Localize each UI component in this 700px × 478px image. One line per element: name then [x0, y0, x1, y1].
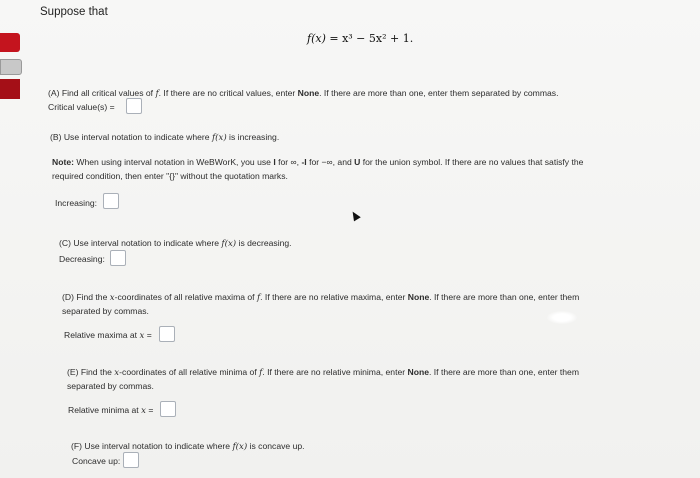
note-line-1 — [52, 157, 583, 167]
note-text-4: for the union symbol. If there are no values that satisfy the — [360, 157, 584, 167]
part-f-text: (F) Use interval notation to indicate where — [71, 441, 233, 451]
part-e-prompt — [67, 367, 579, 378]
part-b-text: (B) Use interval notation to indicate where — [50, 132, 212, 142]
part-d-text-3: . If there are no relative maxima, enter — [260, 292, 408, 302]
relative-minima-input[interactable] — [160, 401, 176, 417]
note-neg-infinity: -I — [301, 157, 307, 167]
decreasing-label: Decreasing: — [59, 254, 105, 264]
part-e-text-1: (E) Find the — [67, 367, 115, 377]
relative-minima-label — [68, 405, 153, 416]
part-f-text-end: is concave up. — [247, 441, 305, 451]
part-d-text-1: (D) Find the — [62, 292, 110, 302]
note-text-1: When using interval notation in WeBWorK, you use — [73, 157, 274, 167]
part-d-func: f — [256, 293, 261, 303]
part-e-text-2: -coordinates of all relative minima of — [119, 367, 260, 377]
mouse-cursor-icon — [349, 210, 361, 222]
decreasing-input[interactable] — [110, 250, 126, 266]
concave-up-label: Concave up: — [72, 456, 121, 466]
part-d-prompt — [62, 292, 579, 303]
part-a-prompt — [48, 88, 558, 99]
concave-up-input[interactable] — [123, 452, 139, 468]
note-text-2: for ∞, — [275, 157, 302, 167]
part-e-text-3: . If there are no relative minima, enter — [262, 367, 408, 377]
note-infinity: I — [273, 157, 276, 167]
part-b-func: f(x) — [211, 133, 227, 143]
note-union: U — [354, 157, 361, 167]
sidebar-tab-2[interactable] — [0, 59, 22, 75]
rel-min-eq: = — [145, 405, 154, 415]
sidebar-tab-3[interactable] — [0, 79, 20, 99]
rel-max-var: x — [139, 331, 145, 341]
part-e-none: None — [407, 367, 429, 377]
part-a-text-1: (A) Find all critical values of — [48, 88, 156, 98]
critical-values-label: Critical value(s) = — [48, 102, 115, 112]
part-d-var: x — [109, 293, 115, 303]
part-a-none: None — [297, 88, 320, 98]
part-a-func: f — [155, 89, 159, 99]
note-label: Note: — [52, 157, 74, 167]
rel-max-text: Relative maxima at — [64, 330, 140, 340]
formula-rhs: = x³ − 5x² + 1. — [329, 32, 414, 45]
increasing-label: Increasing: — [55, 198, 98, 208]
note-line-2: required condition, then enter "{}" without the quotation marks. — [52, 171, 288, 181]
rel-min-var: x — [141, 406, 146, 416]
note-text-3: for −∞, and — [306, 157, 355, 167]
part-b-text-end: is increasing. — [226, 132, 280, 142]
part-a-text-3: . If there are more than one, enter them separated by commas. — [319, 88, 559, 98]
part-b-prompt — [50, 132, 279, 143]
relative-maxima-input[interactable] — [159, 326, 175, 342]
part-d-prompt-line-2: separated by commas. — [62, 306, 149, 316]
formula-lhs: f(x) — [307, 32, 326, 45]
part-e-text-4: . If there are more than one, enter them — [429, 367, 579, 377]
sidebar-tab-1[interactable] — [0, 33, 20, 52]
part-d-text-4: . If there are more than one, enter them — [429, 292, 580, 302]
relative-maxima-label — [64, 330, 152, 341]
part-e-prompt-line-2: separated by commas. — [67, 381, 154, 391]
increasing-input[interactable] — [103, 193, 119, 209]
part-c-text: (C) Use interval notation to indicate where — [59, 238, 222, 248]
part-f-prompt — [71, 441, 305, 452]
part-e-func: f — [259, 368, 263, 378]
screen-glare — [547, 311, 577, 324]
intro-text: Suppose that — [40, 6, 108, 18]
part-d-text-2: -coordinates of all relative maxima of — [114, 292, 257, 302]
function-formula — [307, 32, 413, 45]
part-c-func: f(x) — [221, 239, 237, 249]
part-f-func: f(x) — [232, 442, 248, 452]
rel-max-eq: = — [144, 330, 152, 340]
part-a-text-2: . If there are no critical values, enter — [158, 88, 298, 98]
critical-values-input[interactable] — [126, 98, 142, 114]
part-e-var: x — [114, 368, 120, 378]
part-c-prompt — [59, 238, 292, 249]
rel-min-text: Relative minima at — [68, 405, 142, 415]
sidebar-tabs — [0, 28, 22, 108]
part-d-none: None — [407, 292, 430, 302]
part-c-text-end: is decreasing. — [236, 238, 292, 248]
